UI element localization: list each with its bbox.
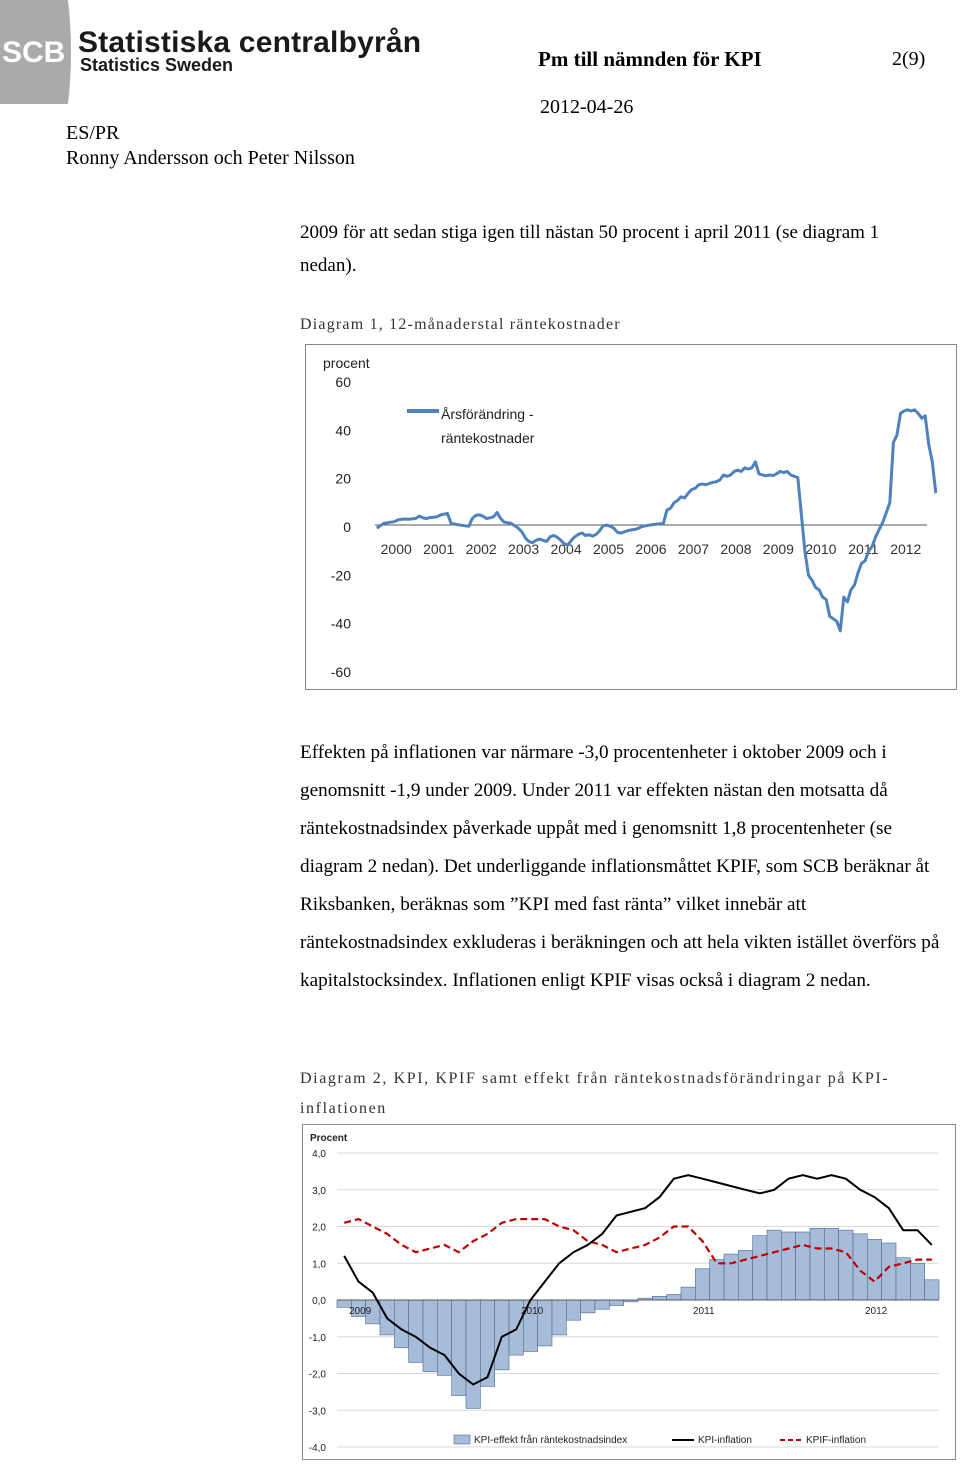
- chart2-bar: [910, 1263, 924, 1300]
- chart2-y-tick-label: 1,0: [312, 1259, 326, 1271]
- chart2-bar: [738, 1250, 752, 1300]
- document-date: 2012-04-26: [540, 96, 634, 118]
- chart2-bar: [409, 1300, 423, 1362]
- chart1-x-tick-label: 2004: [550, 541, 582, 557]
- chart2-legend-bar-label: KPI-effekt från räntekostnadsindex: [474, 1435, 628, 1446]
- chart1-legend-label-line1: Årsförändring -: [441, 406, 534, 422]
- chart1-frame: [306, 345, 957, 690]
- chart2-bar: [925, 1280, 939, 1300]
- chart1-y-tick-label: -60: [330, 664, 351, 680]
- chart2-legend-bar-swatch: [454, 1435, 470, 1444]
- chart2-bar: [581, 1300, 595, 1313]
- chart2-y-tick-label: -4,0: [308, 1443, 326, 1454]
- intro-paragraph: 2009 för att sedan stiga igen till nästan 50 procent i april 2011 (se diagram 1 nedan).: [300, 222, 880, 276]
- chart1-y-tick-label: 60: [335, 374, 351, 390]
- chart1-x-tick-label: 2012: [890, 541, 922, 557]
- chart2-bar: [452, 1300, 466, 1396]
- document-title: Pm till nämnden för KPI: [538, 47, 762, 71]
- chart1-x-tick-label: 2006: [635, 541, 667, 557]
- chart2-bar: [552, 1300, 566, 1335]
- chart2-y-tick-label: -3,0: [308, 1406, 326, 1418]
- chart2-bar: [710, 1260, 724, 1300]
- authors: Ronny Andersson och Peter Nilsson: [66, 147, 355, 169]
- chart1-y-tick-label: 40: [335, 422, 351, 439]
- chart1-x-tick-label: 2001: [423, 541, 455, 557]
- chart2-x-tick-label: 2009: [349, 1306, 372, 1317]
- chart2-bar: [394, 1300, 408, 1348]
- chart1-x-tick-label: 2008: [720, 541, 752, 557]
- chart2-bar: [781, 1232, 795, 1300]
- chart2-bar: [466, 1300, 480, 1408]
- chart1-y-tick-label: -40: [330, 615, 351, 632]
- chart2-legend-kpi-label: KPI-inflation: [698, 1435, 752, 1446]
- chart2-bar: [652, 1296, 666, 1300]
- diagram2-caption: Diagram 2, KPI, KPIF samt effekt från räntekostnadsförändringar på KPI-inflationen: [300, 1070, 890, 1117]
- chart2-bar: [753, 1236, 767, 1300]
- diagram1-line-chart: [305, 344, 957, 690]
- chart2-x-tick-label: 2011: [693, 1306, 715, 1317]
- page-number: 2(9): [892, 48, 926, 70]
- diagram1-caption: Diagram 1, 12-månaderstal räntekostnader: [300, 316, 621, 333]
- chart1-x-tick-label: 2005: [592, 541, 625, 557]
- chart2-y-tick-label: -1,0: [308, 1332, 326, 1344]
- chart2-x-tick-label: 2010: [521, 1306, 544, 1317]
- chart2-bar: [882, 1243, 896, 1300]
- org-name-swedish: Statistiska centralbyrån: [78, 26, 422, 59]
- chart2-y-tick-label: -2,0: [308, 1369, 326, 1381]
- chart2-bar: [437, 1300, 451, 1375]
- chart1-x-tick-label: 2010: [805, 541, 837, 557]
- chart2-y-axis-label: Procent: [310, 1133, 348, 1144]
- chart2-bar: [681, 1287, 695, 1300]
- chart1-y-tick-label: -20: [330, 567, 351, 584]
- chart2-bar: [609, 1300, 623, 1306]
- chart2-bar: [824, 1228, 838, 1300]
- chart2-bar: [480, 1300, 494, 1386]
- chart2-bar: [595, 1300, 609, 1309]
- scb-logo-icon: [0, 0, 72, 104]
- chart2-bar: [767, 1230, 781, 1300]
- chart2-y-tick-label: 0,0: [312, 1296, 326, 1307]
- chart2-bar: [810, 1228, 824, 1300]
- chart2-x-tick-label: 2012: [865, 1306, 888, 1317]
- chart1-x-tick-label: 2000: [380, 541, 412, 557]
- chart2-bar: [667, 1294, 681, 1300]
- chart1-x-tick-label: 2003: [508, 541, 540, 557]
- chart1-y-tick-label: 0: [343, 519, 351, 535]
- chart2-bar: [796, 1232, 810, 1300]
- chart2-y-tick-label: 4,0: [312, 1149, 326, 1160]
- chart2-bar: [724, 1254, 738, 1300]
- body-paragraph: Effekten på inflationen var närmare -3,0 procentenheter i oktober 2009 och i genomsnitt -1,9 under 2009. Under 2011 var effekten nästan den motsatta då räntekostnadsindex påverkade uppåt med i genomsnitt 1,8 procentenheter (se diagram 2 nedan). Det underliggande inflationsmåttet KPIF, som SCB beräknar åt Riksbanken, beräknas som ”KPI med fast ränta” vilket innebär att räntekostnadsindex exkluderas i beräkningen och att hela vikten istället överförs på kapitalstocksindex. Inflationen enligt KPIF visas också i diagram 2 nedan.: [300, 742, 940, 991]
- chart2-bar: [566, 1300, 580, 1320]
- chart1-y-tick-label: 20: [335, 470, 351, 487]
- chart2-y-tick-label: 2,0: [312, 1222, 326, 1234]
- chart1-legend-label-line2: räntekostnader: [441, 430, 535, 446]
- department: ES/PR: [66, 122, 120, 144]
- org-name-english: Statistics Sweden: [80, 55, 234, 75]
- chart1-x-tick-label: 2002: [465, 541, 497, 557]
- chart2-legend-kpif-label: KPIF-inflation: [806, 1435, 867, 1446]
- chart2-y-tick-label: 3,0: [312, 1185, 326, 1197]
- chart2-bar: [853, 1234, 867, 1300]
- chart1-x-tick-label: 2007: [677, 541, 710, 557]
- chart1-x-tick-label: 2011: [848, 541, 879, 557]
- chart1-y-axis-label: procent: [323, 355, 370, 371]
- chart2-bar: [423, 1300, 437, 1372]
- chart1-x-tick-label: 2009: [762, 541, 794, 557]
- diagram2-bar-line-chart: [302, 1124, 956, 1460]
- chart2-bar: [867, 1239, 881, 1300]
- chart2-bar: [839, 1230, 853, 1300]
- logo-text: SCB: [2, 36, 66, 69]
- chart2-bar: [695, 1269, 709, 1300]
